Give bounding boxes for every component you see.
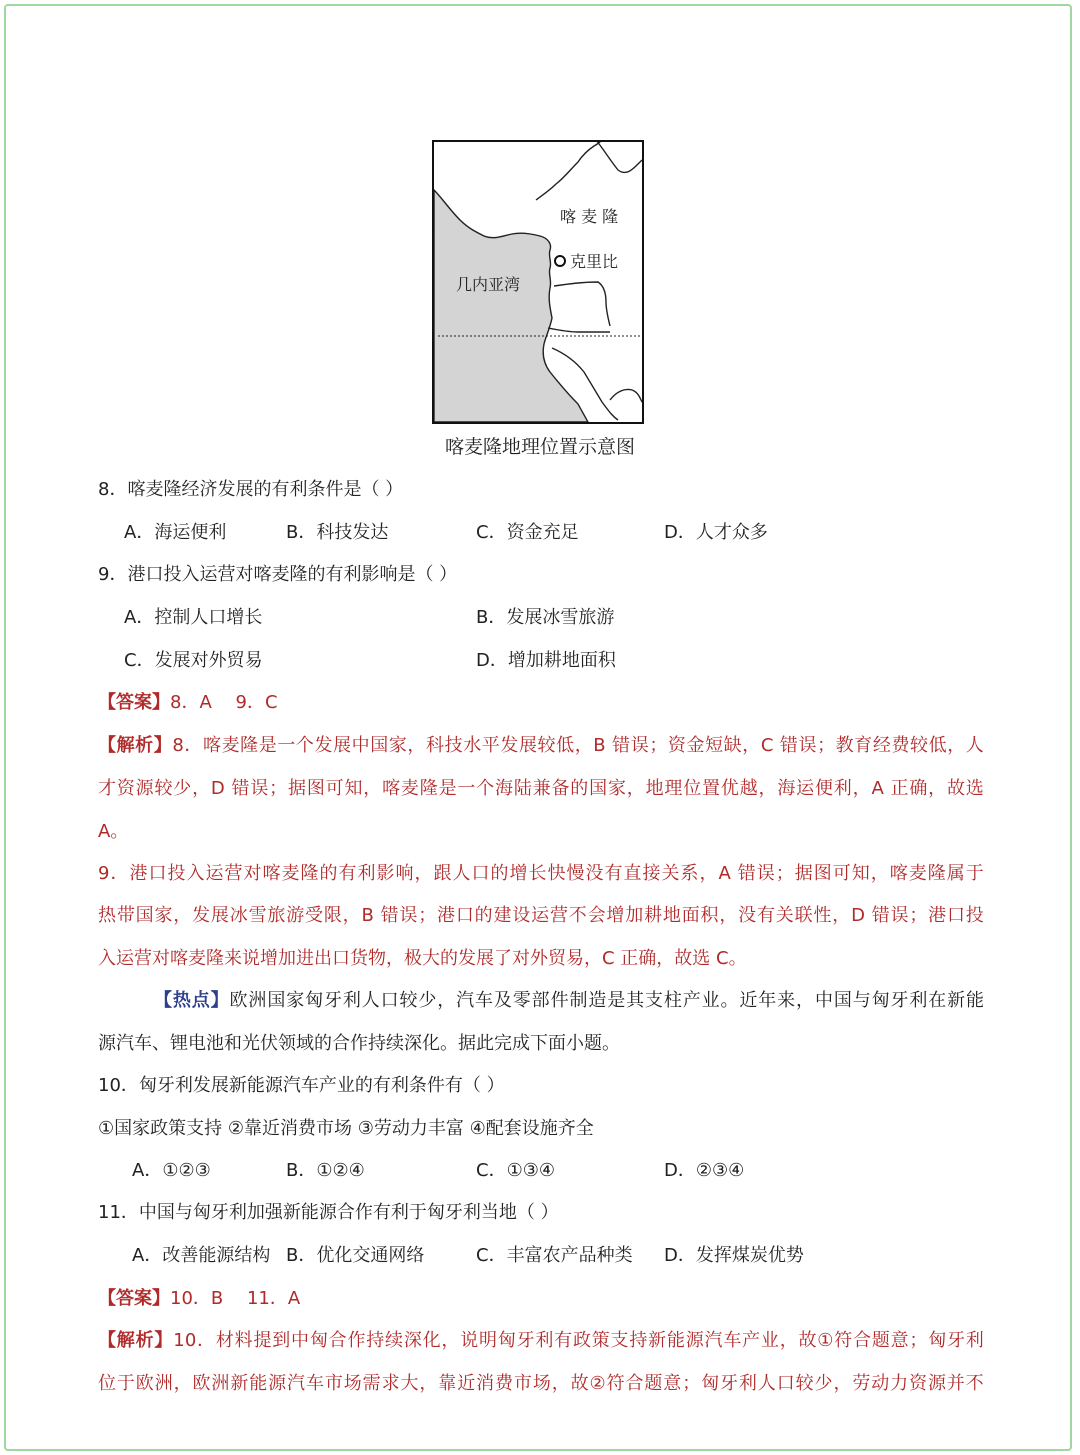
q11-option-d: D．发挥煤炭优势 [664,1245,804,1266]
map-label-gulf: 几内亚湾 [456,275,521,294]
map-label-city: 克里比 [570,252,619,271]
hotspot-line-1 [154,989,984,1013]
q8-option-a: A．海运便利 [124,522,227,543]
cameroon-map [432,140,644,424]
analysis2-line-2: 位于欧洲，欧洲新能源汽车市场需求大，靠近消费市场，故②符合题意；匈牙利人口较少，劳动力资源并不 [98,1373,984,1394]
analysis-text: 8．喀麦隆是一个发展中国家，科技水平发展较低，B 错误；资金短缺，C 错误；教育经费较低，人 [172,735,984,756]
answer-block-2 [98,1287,300,1311]
q11-option-b: B．优化交通网络 [286,1245,425,1266]
answer-block-1 [98,691,278,715]
q9-option-b: B．发展冰雪旅游 [476,607,615,628]
answer-tag: 【答案】 [98,1288,170,1309]
hotspot-text: 欧洲国家匈牙利人口较少，汽车及零部件制造是其支柱产业。近年来，中国与匈牙利在新能 [229,990,985,1011]
q10-option-a: A．①②③ [132,1160,211,1181]
hotspot-line-2: 源汽车、锂电池和光伏领域的合作持续深化。据此完成下面小题。 [98,1033,620,1054]
figure-caption: 喀麦隆地理位置示意图 [444,436,635,458]
q10-option-c: C．①③④ [476,1160,555,1181]
q9-stem: 9．港口投入运营对喀麦隆的有利影响是（ ） [98,564,458,585]
answer-tag: 【答案】 [98,692,170,713]
analysis-line-5: 热带国家，发展冰雪旅游受限，B 错误；港口的建设运营不会增加耕地面积，没有关联性，D 错误；港口投 [98,905,984,926]
q11-option-c: C．丰富农产品种类 [476,1245,633,1266]
q10-stem: 10．匈牙利发展新能源汽车产业的有利条件有（ ） [98,1075,505,1096]
q9-option-c: C．发展对外贸易 [124,650,263,671]
q10-items: ①国家政策支持 ②靠近消费市场 ③劳动力丰富 ④配套设施齐全 [98,1118,594,1139]
q8-option-b: B．科技发达 [286,522,389,543]
q10-option-d: D．②③④ [664,1160,745,1181]
analysis-text: 10．材料提到中匈合作持续深化，说明匈牙利有政策支持新能源汽车产业，故①符合题意；匈牙利 [173,1330,984,1351]
q10-option-b: B．①②④ [286,1160,365,1181]
q9-option-a: A．控制人口增长 [124,607,263,628]
q8-stem: 8．喀麦隆经济发展的有利条件是（ ） [98,479,404,500]
analysis-line-1 [98,734,984,758]
q8-option-c: C．资金充足 [476,522,579,543]
kribi-marker [555,256,565,266]
analysis-line-3: A。 [98,821,129,842]
hotspot-tag: 【热点】 [154,990,230,1011]
analysis-line-6: 入运营对喀麦隆来说增加进出口货物，极大的发展了对外贸易，C 正确，故选 C。 [98,948,747,969]
analysis-tag: 【解析】 [98,1330,174,1351]
answer-text: 10．B 11．A [170,1288,301,1309]
analysis-line-2: 才资源较少，D 错误；据图可知，喀麦隆是一个海陆兼备的国家，地理位置优越，海运便利，A 正确，故选 [98,778,984,799]
q11-option-a: A．改善能源结构 [132,1245,271,1266]
analysis2-line-1 [98,1329,984,1353]
q8-option-d: D．人才众多 [664,522,768,543]
analysis-tag: 【解析】 [98,735,173,756]
answer-text: 8．A 9．C [170,692,278,713]
map-label-country: 喀 麦 隆 [560,207,619,226]
q11-stem: 11．中国与匈牙利加强新能源合作有利于匈牙利当地（ ） [98,1202,559,1223]
q9-option-d: D．增加耕地面积 [476,650,616,671]
analysis-line-4: 9．港口投入运营对喀麦隆的有利影响，跟人口的增长快慢没有直接关系，A 错误；据图可知，喀麦隆属于 [98,863,984,884]
